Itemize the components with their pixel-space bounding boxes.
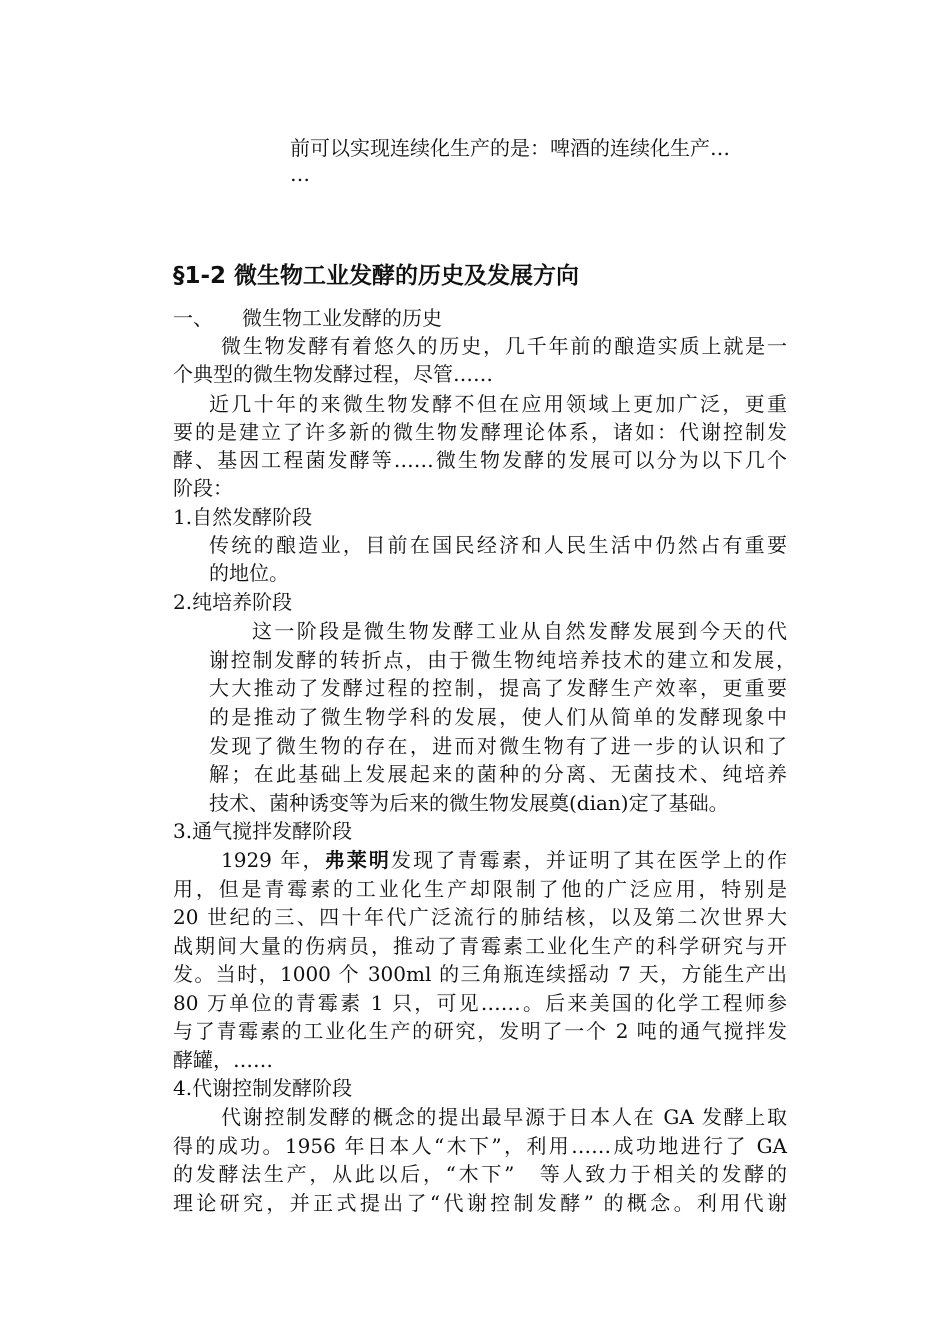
paragraph-line: 酵、基因工程菌发酵等……微生物发酵的发展可以分为以下几个 [173,448,787,472]
paragraph-line: 得的成功。1956 年日本人“木下”，利用……成功地进行了 GA [173,1134,787,1158]
paragraph-line: 酵罐，…… [173,1048,273,1072]
stage-title: 4.代谢控制发酵阶段 [173,1076,353,1100]
paragraph-line: 大大推动了发酵过程的控制，提高了发酵生产效率，更重要 [209,676,787,700]
paragraph-line: 个典型的微生物发酵过程，尽管…… [173,362,493,386]
bold-name-fleming: 弗莱明 [324,848,391,872]
paragraph-line: 发现了微生物的存在，进而对微生物有了进一步的认识和了 [209,734,787,758]
stage-title: 2.纯培养阶段 [173,590,293,614]
section-title: §1-2 微生物工业发酵的历史及发展方向 [173,263,580,289]
year-text: 1929 年， [221,848,325,872]
paragraph-line: 发。当时，1000 个 300ml 的三角瓶连续摇动 7 天，方能生产出 [173,962,787,986]
paragraph-text: 发现了青霉素，并证明了其在医学上的作 [390,848,788,872]
paragraph-line: 要的是建立了许多新的微生物发酵理论体系，诸如：代谢控制发 [173,420,787,444]
paragraph-line [221,848,787,872]
continued-text-line: 前可以实现连续化生产的是：啤酒的连续化生产… [290,136,730,160]
paragraph-line: 用，但是青霉素的工业化生产却限制了他的广泛应用，特别是 [173,877,787,901]
paragraph-line: 战期间大量的伤病员，推动了青霉素工业化生产的科学研究与开 [173,934,787,958]
paragraph-line: 谢控制发酵的转折点，由于微生物纯培养技术的建立和发展， [209,648,796,672]
paragraph-line: 的地位。 [209,561,289,585]
paragraph-line: 技术、菌种诱变等为后来的微生物发展奠(dian)定了基础。 [209,791,729,815]
subsection-title: 微生物工业发酵的历史 [242,306,442,330]
paragraph-line: 解；在此基础上发展起来的菌种的分离、无菌技术、纯培养 [209,762,787,786]
continued-text-line: … [290,162,310,186]
stage-title: 3.通气搅拌发酵阶段 [173,819,353,843]
paragraph-line: 这一阶段是微生物发酵工业从自然发酵发展到今天的代 [252,619,787,643]
paragraph-line: 的是推动了微生物学科的发展，使人们从简单的发酵现象中 [209,705,787,729]
paragraph-line: 代谢控制发酵的概念的提出最早源于日本人在 GA 发酵上取 [221,1105,787,1129]
paragraph-line: 阶段： [173,476,233,500]
paragraph-line: 的发酵法生产，从此以后，“木下” 等人致力于相关的发酵的 [173,1162,787,1186]
paragraph-line: 传统的酿造业，目前在国民经济和人民生活中仍然占有重要 [209,533,787,557]
paragraph-line: 20 世纪的三、四十年代广泛流行的肺结核，以及第二次世界大 [173,905,787,929]
paragraph-line: 近几十年的来微生物发酵不但在应用领域上更加广泛，更重 [209,392,787,416]
subsection-number: 一、 [173,306,213,330]
paragraph-line: 与了青霉素的工业化生产的研究，发明了一个 2 吨的通气搅拌发 [173,1019,787,1043]
stage-title: 1.自然发酵阶段 [173,505,313,529]
paragraph-line: 80 万单位的青霉素 1 只，可见……。后来美国的化学工程师参 [173,991,787,1015]
paragraph-line: 微生物发酵有着悠久的历史，几千年前的酿造实质上就是一 [221,334,787,358]
paragraph-line: 理论研究，并正式提出了“代谢控制发酵” 的概念。利用代谢 [173,1191,787,1215]
